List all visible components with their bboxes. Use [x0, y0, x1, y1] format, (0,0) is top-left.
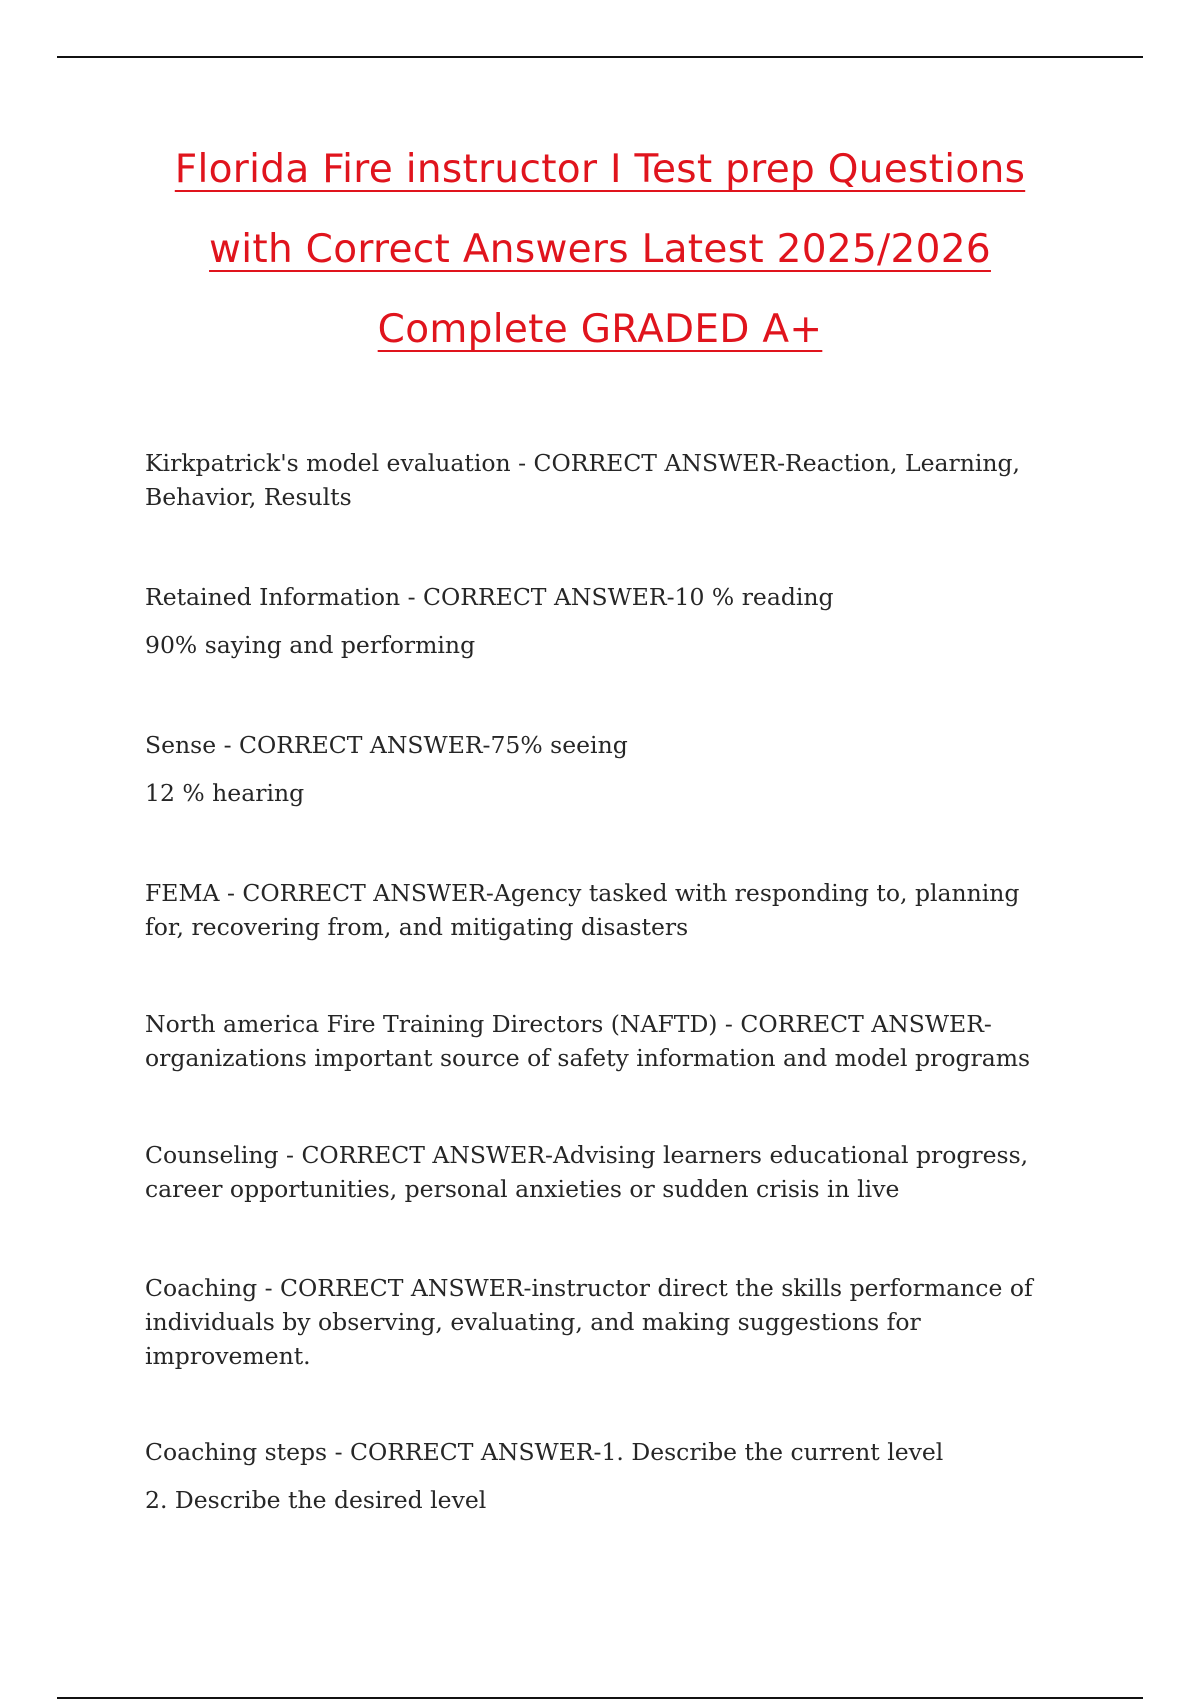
qa-line: Counseling - CORRECT ANSWER-Advising learners educational progress, career opportunities, personal anxieties or sudden crisis in live: [145, 1141, 1029, 1203]
qa-line: Coaching steps - CORRECT ANSWER-1. Describe the current level: [145, 1438, 944, 1466]
document-title: [100, 130, 1100, 370]
qa-line: 12 % hearing: [145, 779, 305, 807]
qa-line: Coaching - CORRECT ANSWER-instructor direct the skills performance of individuals by observing, evaluating, and making suggestions for improvement.: [145, 1274, 1033, 1370]
qa-line: 2. Describe the desired level: [145, 1486, 487, 1514]
qa-entry-sense: [145, 728, 1065, 810]
qa-line: Kirkpatrick's model evaluation - CORRECT ANSWER-Reaction, Learning, Behavior, Results: [145, 449, 1021, 511]
qa-entry-coaching: [145, 1271, 1065, 1373]
title-line-2: with Correct Answers Latest 2025/2026: [209, 227, 991, 272]
qa-entry-counseling: [145, 1138, 1065, 1206]
title-line-3: Complete GRADED A+: [377, 307, 823, 352]
bottom-divider: [57, 1697, 1143, 1699]
top-divider: [57, 56, 1143, 58]
qa-entry-kirkpatrick: [145, 446, 1065, 514]
qa-entry-naftd: [145, 1007, 1065, 1075]
qa-entry-fema: [145, 876, 1065, 944]
title-line-1: Florida Fire instructor I Test prep Questions: [174, 147, 1026, 192]
qa-entry-retained-information: [145, 580, 1065, 662]
qa-entry-coaching-steps: [145, 1435, 1065, 1517]
qa-line: FEMA - CORRECT ANSWER-Agency tasked with responding to, planning for, recovering from, and mitigating disasters: [145, 879, 1020, 941]
qa-line: 90% saying and performing: [145, 631, 476, 659]
qa-line: Retained Information - CORRECT ANSWER-10 % reading: [145, 583, 834, 611]
qa-line: North america Fire Training Directors (NAFTD) - CORRECT ANSWER-organizations important source of safety information and model programs: [145, 1010, 1031, 1072]
qa-line: Sense - CORRECT ANSWER-75% seeing: [145, 731, 628, 759]
